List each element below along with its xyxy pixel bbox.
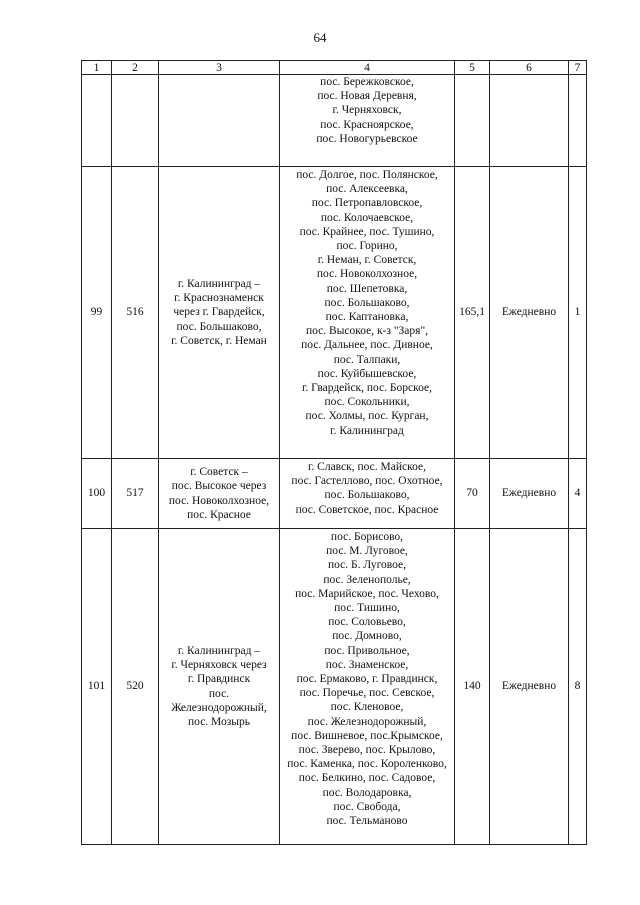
- frequency: Ежедневно: [490, 167, 569, 459]
- stops-list: пос. Борисово, пос. М. Луговое, пос. Б. Луговое, пос. Зеленополье, пос. Марийское, пос. Чехово, пос. Тишино, пос. Соловьево, пос. Домново, пос. Привольное, пос. Знаменское, пос. Ермаково, г. Правдинск, пос. Поречье, пос. Севское, пос. Кленовое, пос. Железнодорожный, пос. Вишневое, пос.Крымское, пос. Зверево, пос. Крылово, пос. Каменка, пос. Короленково, пос. Белкино, пос. Садовое, пос. Володаровка, пос. Свобода, пос. Тельманово: [280, 529, 455, 845]
- trip-count: [569, 75, 587, 167]
- trip-count: 8: [569, 529, 587, 845]
- stops-list: пос. Долгое, пос. Полянское, пос. Алексеевка, пос. Петропавловское, пос. Колочаевское, пос. Крайнее, пос. Тушино, пос. Горино, г. Неман, г. Советск, пос. Новоколхозное, пос. Шепетовка, пос. Большаково, пос. Каптановка, пос. Высокое, к-з "Заря", пос. Дальнее, пос. Дивное, пос. Талпаки, пос. Куйбышевское, г. Гвардейск, пос. Борское, пос. Сокольники, пос. Холмы, пос. Курган, г. Калининград: [280, 167, 455, 459]
- route-name: [159, 75, 280, 167]
- stops-list: г. Славск, пос. Майское, пос. Гастеллово, пос. Охотное, пос. Большаково, пос. Советское, пос. Красное: [280, 459, 455, 529]
- header-col-2: 2: [112, 61, 159, 75]
- header-col-1: 1: [82, 61, 112, 75]
- distance: 165,1: [455, 167, 490, 459]
- page-number: 64: [313, 30, 327, 45]
- trip-count: 1: [569, 167, 587, 459]
- header-col-3: 3: [159, 61, 280, 75]
- row-number: 100: [82, 459, 112, 529]
- route-name: г. Калининград – г. Краснознаменск через г. Гвардейск, пос. Большаково, г. Советск, г. Неман: [159, 167, 280, 459]
- row-number: 101: [82, 529, 112, 845]
- table-row: [82, 459, 587, 529]
- distance: 70: [455, 459, 490, 529]
- table-row: [82, 167, 587, 459]
- header-col-4: 4: [280, 61, 455, 75]
- distance: 140: [455, 529, 490, 845]
- table-row: [82, 529, 587, 845]
- route-number: 516: [112, 167, 159, 459]
- route-number: 517: [112, 459, 159, 529]
- header-col-5: 5: [455, 61, 490, 75]
- routes-table: [81, 60, 587, 845]
- route-name: г. Советск – пос. Высокое через пос. Новоколхозное, пос. Красное: [159, 459, 280, 529]
- row-number: 99: [82, 167, 112, 459]
- stops-list: пос. Бережковское, пос. Новая Деревня, г. Черняховск, пос. Красноярское, пос. Новогурьевское: [280, 75, 455, 167]
- route-number: 520: [112, 529, 159, 845]
- header-col-7: 7: [569, 61, 587, 75]
- frequency: Ежедневно: [490, 459, 569, 529]
- route-name: г. Калининград – г. Черняховск через г. Правдинск пос. Железнодорожный, пос. Мозырь: [159, 529, 280, 845]
- header-col-6: 6: [490, 61, 569, 75]
- frequency: Ежедневно: [490, 529, 569, 845]
- distance: [455, 75, 490, 167]
- trip-count: 4: [569, 459, 587, 529]
- table-header-row: [82, 61, 587, 75]
- frequency: [490, 75, 569, 167]
- route-number: [112, 75, 159, 167]
- row-number: [82, 75, 112, 167]
- table-row: [82, 75, 587, 167]
